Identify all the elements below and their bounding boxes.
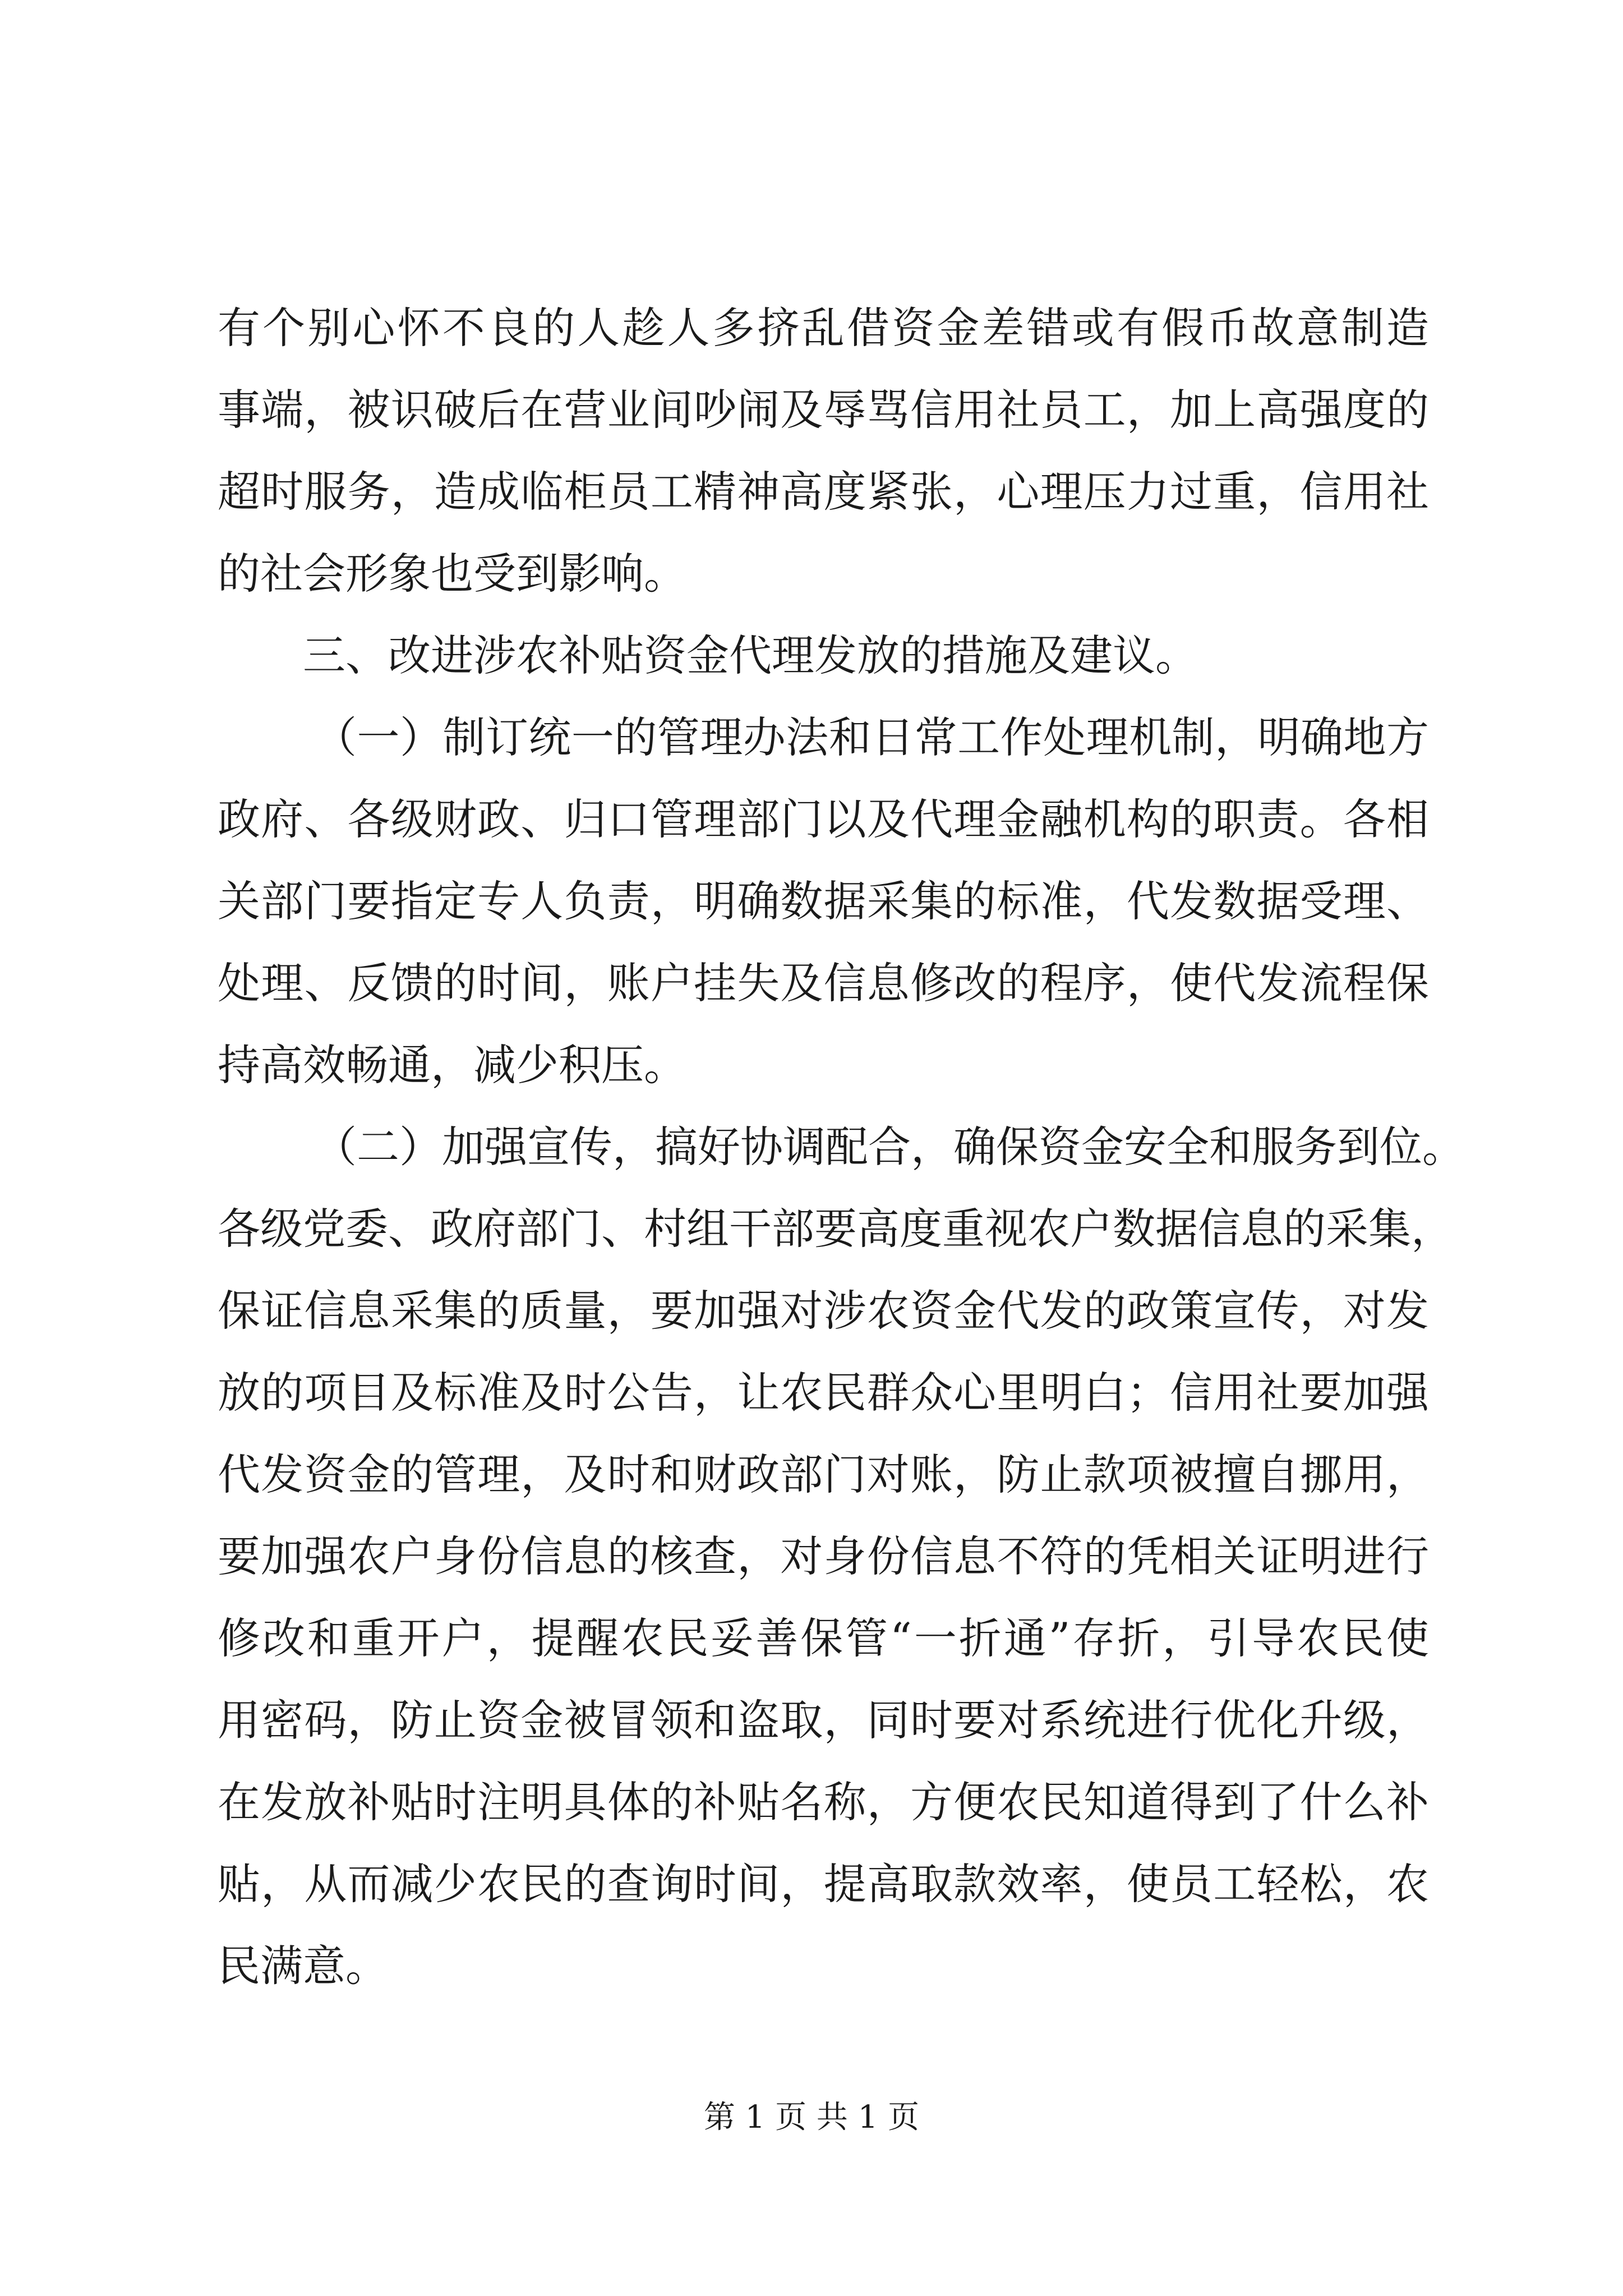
body-line: 放的项目及标准及时公告，让农民群众心里明白；信用社要加强 xyxy=(218,1368,1429,1418)
body-line: 处理、反馈的时间，账户挂失及信息修改的程序，使代发流程保 xyxy=(218,958,1429,1008)
body-line: 政府、各级财政、归口管理部门以及代理金融机构的职责。各相 xyxy=(218,794,1429,844)
body-line: 民满意。 xyxy=(218,1941,388,1991)
body-line: 各级党委、政府部门、村组干部要高度重视农户数据信息的采集， xyxy=(218,1204,1454,1254)
subsection-heading: （二）加强宣传，搞好协调配合，确保资金安全和服务到位。 xyxy=(314,1122,1465,1172)
document-body xyxy=(218,287,1465,2007)
body-line: 修改和重开户，提醒农民妥善保管“一折通”存折，引导农民使 xyxy=(218,1613,1429,1663)
body-line: 超时服务，造成临柜员工精神高度紧张，心理压力过重，信用社 xyxy=(218,467,1429,517)
body-line: 有个别心怀不良的人趁人多挤乱借资金差错或有假币故意制造 xyxy=(218,303,1429,353)
page-number-footer: 第 1 页 共 1 页 xyxy=(703,2099,920,2136)
body-line: 事端，被识破后在营业间吵闹及辱骂信用社员工，加上高强度的 xyxy=(218,385,1429,435)
body-line: 持高效畅通，减少积压。 xyxy=(218,1040,686,1090)
section-heading: 三、改进涉农补贴资金代理发放的措施及建议。 xyxy=(303,631,1198,680)
body-line: 贴，从而减少农民的查询时间，提高取款效率，使员工轻松，农 xyxy=(218,1859,1429,1909)
body-line: 保证信息采集的质量，要加强对涉农资金代发的政策宣传，对发 xyxy=(218,1286,1429,1336)
body-line: 在发放补贴时注明具体的补贴名称，方便农民知道得到了什么补 xyxy=(218,1777,1429,1827)
body-line: 用密码，防止资金被冒领和盗取，同时要对系统进行优化升级， xyxy=(218,1695,1429,1745)
body-line: 要加强农户身份信息的核查，对身份信息不符的凭相关证明进行 xyxy=(218,1531,1429,1581)
body-line: 代发资金的管理，及时和财政部门对账，防止款项被擅自挪用， xyxy=(218,1450,1429,1499)
body-line: 的社会形象也受到影响。 xyxy=(218,549,686,599)
subsection-heading: （一）制订统一的管理办法和日常工作处理机制，明确地方 xyxy=(314,712,1429,762)
body-line: 关部门要指定专人负责，明确数据采集的标准，代发数据受理、 xyxy=(218,876,1429,926)
